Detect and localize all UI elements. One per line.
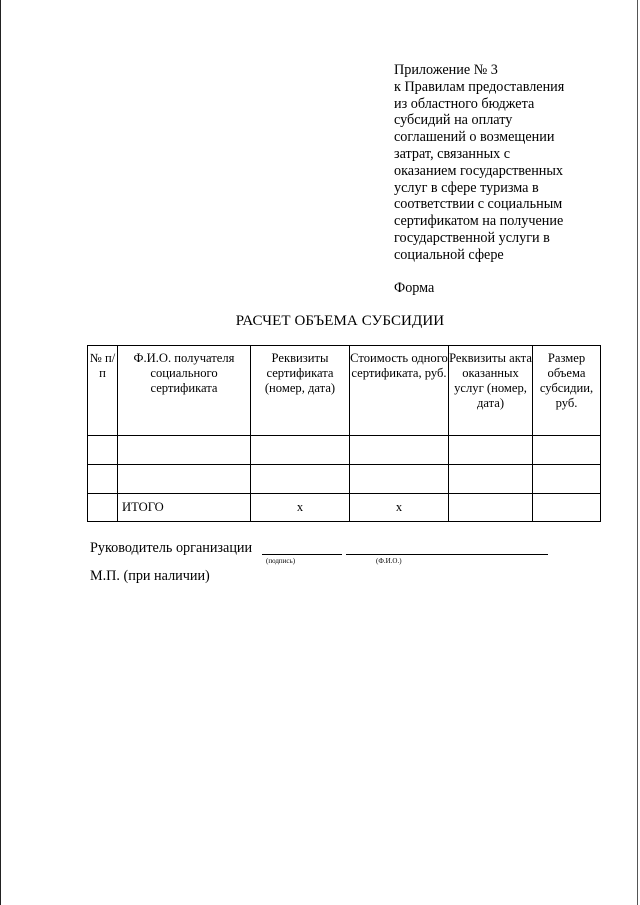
table-cell: [88, 436, 118, 465]
appendix-line: соответствии с социальным: [394, 196, 563, 213]
header-cell-certificate-details: Реквизиты сертификата (номер, дата): [251, 346, 350, 436]
table-cell: [251, 465, 350, 494]
name-line[interactable]: [346, 554, 548, 555]
header-cell-number: № п/п: [88, 346, 118, 436]
appendix-line: затрат, связанных с: [394, 145, 511, 162]
table-cell: [533, 436, 601, 465]
total-certificate-mark: х: [251, 494, 350, 522]
signature-label: Руководитель организации: [90, 540, 253, 556]
appendix-line: государственной услуги в: [394, 229, 550, 246]
appendix-line: к Правилам предоставления: [394, 78, 565, 95]
header-cell-subsidy-amount: Размер объема субсидии, руб.: [533, 346, 601, 436]
total-cost-mark: х: [350, 494, 449, 522]
table-row: [88, 465, 601, 494]
table-cell: [118, 465, 251, 494]
appendix-line: Приложение № 3: [394, 62, 498, 78]
table-header-row: [88, 346, 601, 436]
stamp-note: М.П. (при наличии): [90, 568, 210, 584]
document-title: РАСЧЕТ ОБЪЕМА СУБСИДИИ: [235, 313, 445, 329]
table-cell: [533, 494, 601, 522]
table-cell: [533, 465, 601, 494]
page-edge-right: [637, 0, 638, 905]
page-edge-left: [0, 0, 1, 905]
appendix-line: оказанием государственных: [394, 162, 564, 179]
appendix-line: сертификатом на получение: [394, 213, 564, 230]
table-cell: [88, 494, 118, 522]
table-cell: [251, 436, 350, 465]
header-cell-certificate-cost: Стоимость одного сертификата, руб.: [350, 346, 449, 436]
table-total-row: [88, 494, 601, 522]
name-hint: (Ф.И.О.): [376, 557, 402, 565]
table-row: [88, 436, 601, 465]
appendix-line: социальной сфере: [394, 246, 504, 263]
appendix-line: субсидий на оплату: [394, 112, 513, 129]
total-label: ИТОГО: [118, 494, 251, 522]
header-cell-act-details: Реквизиты акта оказанных услуг (номер, дата): [449, 346, 533, 436]
table-cell: [350, 436, 449, 465]
appendix-line: соглашений о возмещении: [394, 129, 555, 146]
form-label: Форма: [394, 280, 435, 296]
table-cell: [449, 465, 533, 494]
header-cell-recipient-name: Ф.И.О. получателя социального сертификата: [118, 346, 251, 436]
table-cell: [449, 436, 533, 465]
table-cell: [449, 494, 533, 522]
subsidy-table: [87, 345, 601, 522]
signature-line[interactable]: [262, 554, 342, 555]
signature-hint: (подпись): [266, 557, 296, 565]
table-cell: [88, 465, 118, 494]
appendix-line: услуг в сфере туризма в: [394, 179, 539, 196]
table-cell: [350, 465, 449, 494]
appendix-block: [394, 62, 594, 264]
appendix-line: из областного бюджета: [394, 95, 535, 112]
table-cell: [118, 436, 251, 465]
